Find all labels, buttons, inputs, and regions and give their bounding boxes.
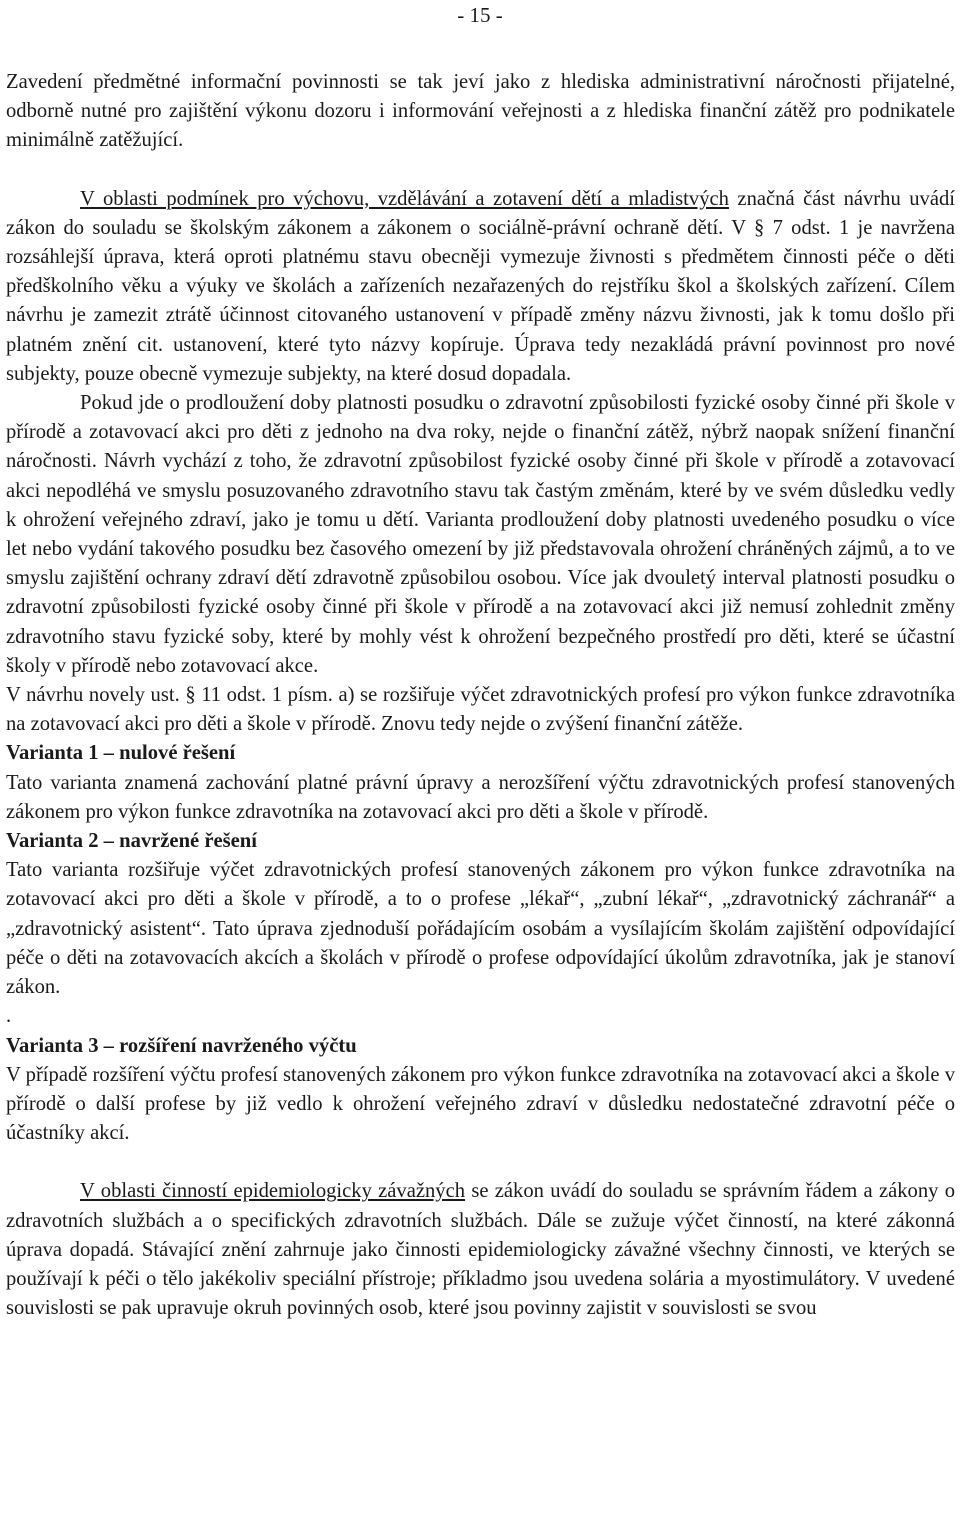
epidemiology-paragraph: [6, 1177, 955, 1323]
page-number: - 15 -: [457, 3, 503, 27]
variant-2-heading: [6, 827, 955, 856]
variant-1-label: Varianta 1: [6, 742, 99, 765]
variant-2-text: Tato varianta rozšiřuje výčet zdravotnických profesí stanovených zákonem pro výkon funkce zdravotníka na zotavovací akci pro děti a škole v přírodě, a to o profese „lékař“, „zubní lékař“, „zdravotnický záchranář“ a „zdravotnický asistent“. Tato úprava zjednoduší pořádajícím osobám a vysílajícím školám zajištění odpovídající péče o děti na zotavovacích akcích a školách v přírodě o profese odpovídající úkolům zdravotníka, jak je stanoví zákon.: [6, 859, 955, 999]
youth-section-text: značná část návrhu uvádí zákon do souladu se školským zákonem a zákonem o sociálně-právní ochraně dětí. V § 7 odst. 1 je navržena rozsáhlejší úprava, která oproti platnému stavu obecněji vymezuje živnosti s předmětem činnosti péče o děti předškolního věku a výuky ve školách a zařízeních nezařazených do rejstříku škol a školských zařízení. Cílem návrhu je zamezit ztrátě účinnost citovaného ustanovení v případě změny názvu živnosti, jak k tomu došlo při platném znění cit. ustanovení, které tyto názvy kopíruje. Úprava tedy nezakládá právní povinnost pro nové subjekty, pouze obecně vymezuje subjekty, na které dosud dopadala.: [6, 187, 955, 385]
variant-3-label: Varianta 3: [6, 1034, 99, 1057]
variant-1-name: nulové řešení: [119, 742, 236, 765]
youth-section-lead: V oblasti podmínek pro výchovu, vzdělávání a zotavení dětí a mladistvých: [80, 187, 729, 210]
variant-3-text: V případě rozšíření výčtu profesí stanovených zákonem pro výkon funkce zdravotníka na zotavovací akci a škole v přírodě o další profese by již vedlo k ohrožení veřejného zdraví v důsledku nedostatečné zdravotní péče o účastníky akcí.: [6, 1063, 955, 1145]
variant-3-dash: –: [103, 1034, 114, 1057]
variant-1-text: Tato varianta znamená zachování platné právní úpravy a nerozšíření výčtu zdravotnických profesí stanovených zákonem pro výkon funkce zdravotníka na zotavovací akci pro děti a škole v přírodě.: [6, 771, 955, 823]
document-body: [6, 68, 955, 1323]
variant-2-dash: –: [103, 830, 114, 853]
intro-paragraph: Zavedení předmětné informační povinnosti se tak jeví jako z hlediska administrativní náročnosti přijatelné, odborně nutné pro zajištění výkonu dozoru i informování veřejnosti a z hlediska finanční zátěž pro podnikatele minimálně zatěžující.: [6, 71, 955, 152]
youth-section-paragraph: [6, 185, 955, 389]
variant-1-dash: –: [103, 742, 114, 765]
variant-3-heading: [6, 1032, 955, 1061]
variant-2-name: navržené řešení: [119, 830, 257, 853]
variant-1-heading: [6, 739, 955, 768]
variant-3-name: rozšíření navrženého výčtu: [119, 1034, 357, 1057]
epidemiology-lead: V oblasti činností epidemiologicky závažných: [80, 1180, 466, 1203]
amendment-paragraph: V návrhu novely ust. § 11 odst. 1 písm. a) se rozšiřuje výčet zdravotnických profesí pro výkon funkce zdravotníka na zotavovací akci pro děti a škole v přírodě. Znovu tedy nejde o zvýšení finanční zátěže.: [6, 684, 955, 736]
variant-2-label: Varianta 2: [6, 830, 99, 853]
validity-paragraph: Pokud jde o prodloužení doby platnosti posudku o zdravotní způsobilosti fyzické osoby činné při škole v přírodě a zotavovací akci pro děti z jednoho na dva roky, nejde o finanční zátěž, nýbrž naopak snížení finanční náročnosti. Návrh vychází z toho, že zdravotní způsobilost fyzické osoby činné při škole v přírodě a zotavovací akci nepodléhá ve smyslu posuzovaného zdravotního stavu tak častým změnám, které by ve svém důsledku vedly k ohrožení veřejného zdraví, jako je tomu u dětí. Varianta prodloužení doby platnosti uvedeného posudku o více let nebo vydání takového posudku bez časového omezení by již představovala ohrožení chráněných zájmů, a to ve smyslu zajištění ochrany zdraví dětí zdravotně způsobilou osobou. Více jak dvouletý interval platnosti posudku o zdravotní způsobilosti fyzické osoby činné při škole v přírodě a na zotavovací akci již nemusí zohlednit změny zdravotního stavu fyzické soby, které by mohly vést k ohrožení bezpečného prostředí pro děti, které se účastní školy v přírodě nebo zotavovací akce.: [6, 392, 955, 677]
epidemiology-text: se zákon uvádí do souladu se správním řádem a zákony o zdravotních službách a o specifických zdravotních službách. Dále se zužuje výčet činností, na které zákonná úprava dopadá. Stávající znění zahrnuje jako činnosti epidemiologicky závažné všechny činnosti, ve kterých se používají k péči o tělo jakékoliv speciální přístroje; příkladmo jsou uvedena solária a myostimulátory. V uvedené souvislosti se pak upravuje okruh povinných osob, které jsou povinny zajistit v souvislosti se svou: [6, 1180, 956, 1320]
variant-2-trailing-dot: .: [6, 1005, 12, 1028]
